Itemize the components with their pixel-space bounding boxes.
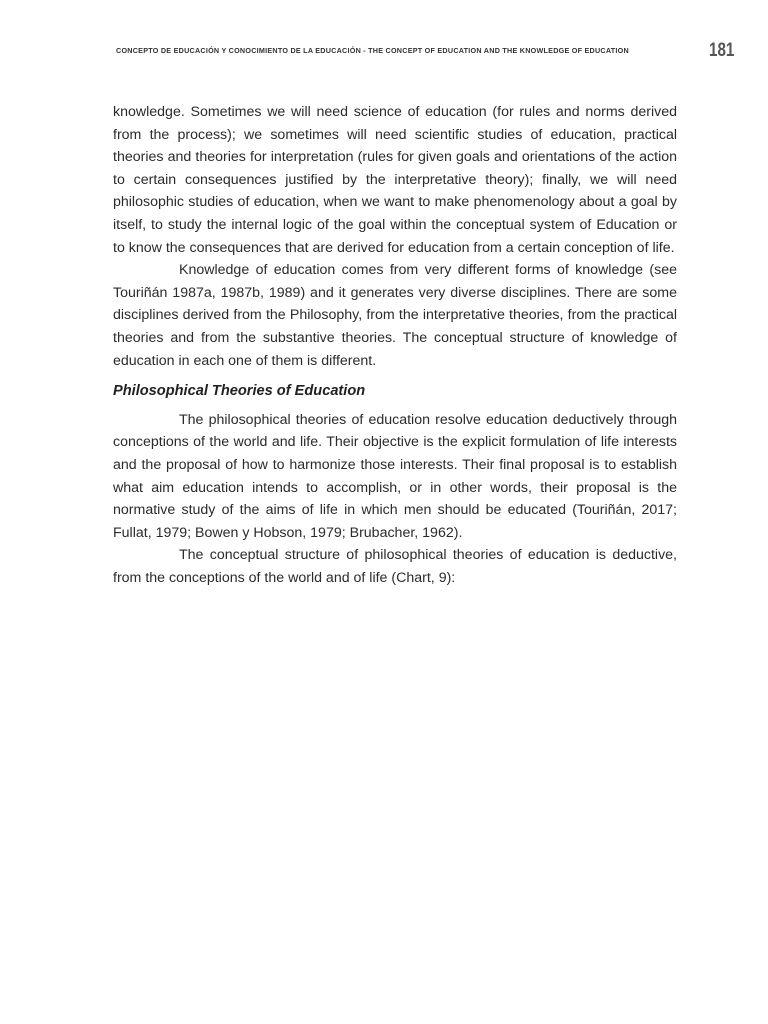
section-heading: Philosophical Theories of Education	[113, 383, 366, 400]
running-header: CONCEPTO DE EDUCACIÓN Y CONOCIMIENTO DE LA EDUCACIÓN - THE CONCEPT OF EDUCATION AND THE KNOWLEDGE OF EDUCATION	[116, 46, 629, 55]
paragraph-conceptual-structure: The conceptual structure of philosophical theories of education is deductive, from the conceptions of the world and of life (Chart, 9):	[113, 547, 677, 586]
paragraph-continuation: knowledge. Sometimes we will need science of education (for rules and norms derived from the process); we sometimes will need scientific studies of education, practical theories and theories for interpretation (rules for given goals and orientations of the action to certain consequences justified by the interpretative theory); finally, we will need philosophic studies of education, when we want to make phenomenology about a goal by itself, to study the internal logic of the goal within the conceptual system of Education or to know the consequences that are derived for education from a certain conception of life.	[113, 104, 677, 256]
page-number: 181	[709, 40, 735, 61]
paragraph-knowledge-forms: Knowledge of education comes from very different forms of knowledge (see Touriñán 1987a, 1987b, 1989) and it generates very diverse disciplines. There are some disciplines derived from the Philosophy, from the interpretative theories, from the practical theories and from the substantive theories. The conceptual structure of knowledge of education in each one of them is different.	[113, 262, 677, 369]
body-text	[113, 101, 677, 589]
paragraph-philosophical-theories: The philosophical theories of education resolve education deductively through conceptions of the world and life. Their objective is the explicit formulation of life interests and the proposal of how to harmonize those interests. Their final proposal is to establish what aim education intends to accomplish, or in other words, their proposal is the normative study of the aims of life in which men should be educated (Touriñán, 2017; Fullat, 1979; Bowen y Hobson, 1979; Brubacher, 1962).	[113, 411, 677, 541]
